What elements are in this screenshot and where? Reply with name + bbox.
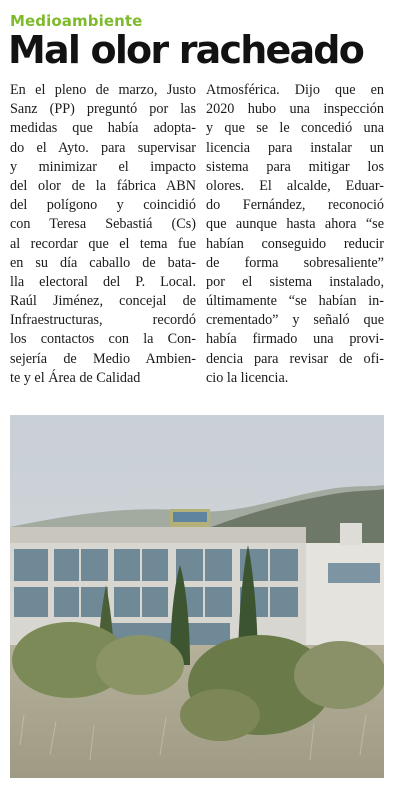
column-1-line: al recordar que el tema fue — [10, 235, 196, 252]
article-column-1 — [10, 81, 196, 388]
column-1-line: en su día caballo de bata- — [10, 254, 196, 271]
column-2-line: había firmado una provi- — [206, 331, 384, 348]
column-2-line: olores. El alcalde, Eduar- — [206, 177, 384, 194]
column-1-line: del polígono y coincidió — [10, 197, 196, 214]
column-1-line: sejería de Medio Ambien- — [10, 350, 196, 367]
column-2-line: do Fernández, reconoció — [206, 197, 384, 214]
column-2-line: Atmosférica. Dijo que en — [206, 82, 384, 98]
column-2-line: de forma sobresaliente” — [206, 254, 384, 271]
column-1-line: Infraestructuras, recordó — [10, 312, 196, 329]
column-1-line: los contactos con la Con- — [10, 331, 196, 348]
column-1-line: Raúl Jiménez, concejal de — [10, 293, 196, 310]
column-1-line: del olor de la fábrica ABN — [10, 177, 196, 194]
column-2-line: sistema para mitigar los — [206, 158, 384, 175]
article-photo — [10, 415, 384, 778]
column-2-line: y que se le concedió una — [206, 120, 384, 137]
column-2-line: últimamente “se habían in- — [206, 293, 384, 310]
column-2-line: crementado” y señaló que — [206, 312, 384, 329]
section-label: Medioambiente — [10, 12, 143, 30]
column-1-line: En el pleno de marzo, Justo — [10, 82, 196, 98]
column-2-line: licencia para instalar un — [206, 139, 384, 156]
column-1-line: te y el Área de Calidad — [10, 369, 141, 386]
article-column-2 — [206, 81, 384, 388]
column-2-line: dencia para revisar de ofi- — [206, 350, 384, 367]
column-2-line: que aunque hasta ahora “se — [206, 216, 384, 233]
column-1-line: do el Ayto. para supervisar — [10, 139, 196, 156]
column-1-line: Sanz (PP) preguntó por las — [10, 101, 196, 118]
column-1-line: medidas que había adopta- — [10, 120, 196, 137]
column-2-line: cio la licencia. — [206, 369, 289, 386]
headline: Mal olor racheado — [8, 28, 364, 72]
column-2-line: 2020 hubo una inspección — [206, 101, 384, 118]
column-2-line: por el sistema instalado, — [206, 273, 384, 290]
column-1-line: con Teresa Sebastiá (Cs) — [10, 216, 196, 233]
column-1-line: lla electoral del P. Local. — [10, 273, 196, 290]
column-1-line: y minimizar el impacto — [10, 158, 196, 175]
column-2-line: habían conseguido reducir — [206, 235, 384, 252]
